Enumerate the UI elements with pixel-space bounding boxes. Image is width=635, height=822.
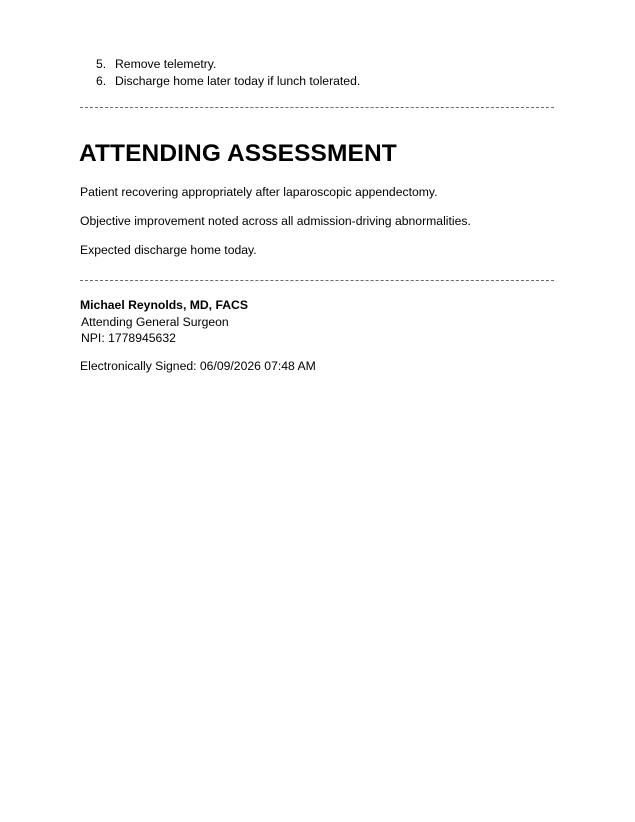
list-item-text: Discharge home later today if lunch tolerated. bbox=[115, 73, 361, 88]
list-item bbox=[96, 56, 566, 73]
signer-title: Attending General Surgeon bbox=[81, 315, 229, 329]
list-item bbox=[96, 73, 566, 90]
assessment-paragraph: Patient recovering appropriately after laparoscopic appendectomy. bbox=[80, 185, 438, 199]
section-heading: ATTENDING ASSESSMENT bbox=[79, 140, 397, 167]
signature-timestamp: Electronically Signed: 06/09/2026 07:48 AM bbox=[80, 359, 316, 373]
list-item-number: 5. bbox=[96, 57, 107, 71]
section-divider bbox=[80, 107, 554, 108]
plan-list bbox=[96, 56, 566, 89]
list-item-number: 6. bbox=[96, 73, 107, 88]
section-divider bbox=[80, 280, 554, 281]
signer-npi: NPI: 1778945632 bbox=[81, 331, 176, 345]
list-item-text: Remove telemetry. bbox=[115, 57, 217, 71]
assessment-paragraph: Objective improvement noted across all admission-driving abnormalities. bbox=[80, 214, 471, 228]
signer-name: Michael Reynolds, MD, FACS bbox=[80, 298, 248, 312]
assessment-paragraph: Expected discharge home today. bbox=[80, 243, 257, 257]
